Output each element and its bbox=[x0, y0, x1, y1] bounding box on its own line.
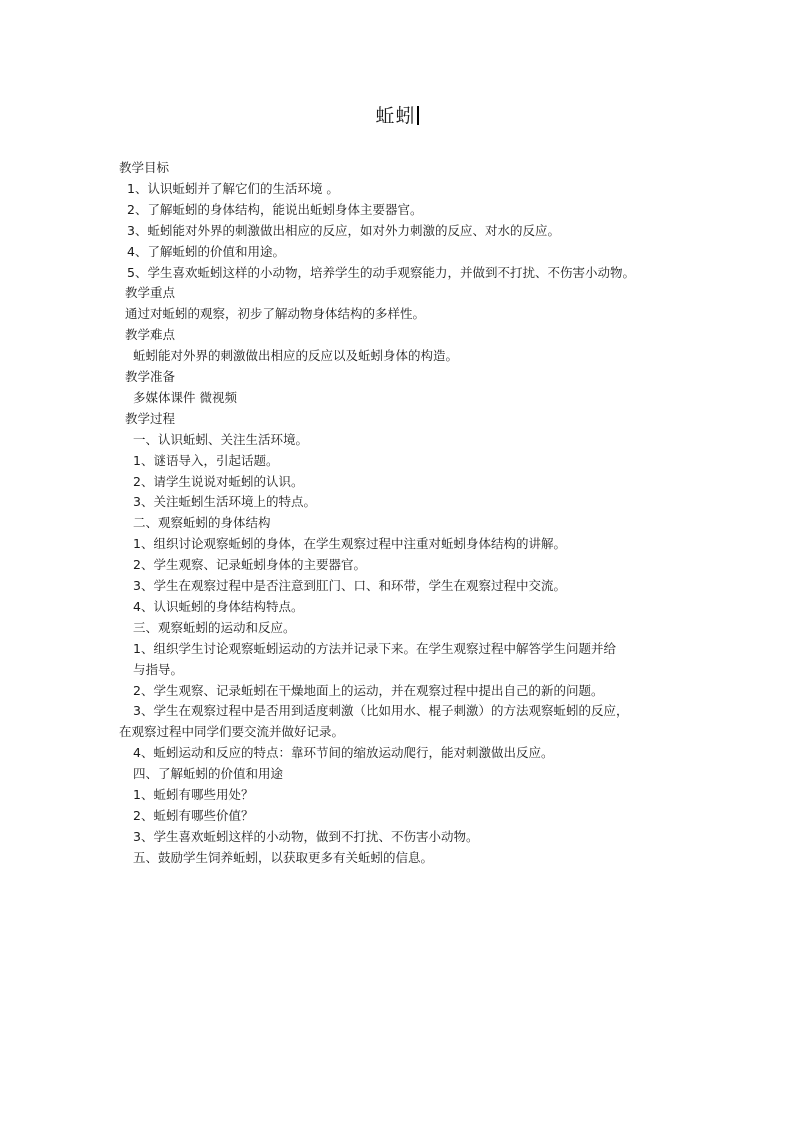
document-line: 蚯蚓能对外界的刺激做出相应的反应以及蚯蚓身体的构造。 bbox=[133, 348, 459, 364]
document-line: 教学重点 bbox=[125, 285, 176, 301]
document-line: 与指导。 bbox=[133, 661, 184, 677]
title-text: 蚯蚓 bbox=[375, 105, 416, 127]
document-line: 2、了解蚯蚓的身体结构，能说出蚯蚓身体主要器官。 bbox=[127, 201, 423, 217]
document-line: 1、组织学生讨论观察蚯蚓运动的方法并记录下来。在学生观察过程中解答学生问题并给 bbox=[133, 640, 616, 656]
document-line: 1、谜语导入，引起话题。 bbox=[133, 452, 279, 468]
text-cursor bbox=[417, 106, 419, 125]
document-line: 1、组织讨论观察蚯蚓的身体，在学生观察过程中注重对蚯蚓身体结构的讲解。 bbox=[133, 536, 566, 552]
document-line: 教学过程 bbox=[125, 410, 176, 426]
document-line: 3、关注蚯蚓生活环境上的特点。 bbox=[133, 494, 316, 510]
document-line: 3、学生在观察过程中是否注意到肛门、口、和环带，学生在观察过程中交流。 bbox=[133, 578, 566, 593]
document-line: 通过对蚯蚓的观察，初步了解动物身体结构的多样性。 bbox=[125, 306, 426, 322]
document-line: 2、学生观察、记录蚯蚓在干燥地面上的运动，并在观察过程中提出自己的新的问题。 bbox=[133, 682, 604, 698]
document-line: 3、学生在观察过程中是否用到适度刺激（比如用水、棍子刺激）的方法观察蚯蚓的反应， bbox=[133, 703, 629, 719]
document-line: 多媒体课件 微视频 bbox=[133, 389, 237, 405]
document-line: 教学准备 bbox=[125, 369, 176, 384]
document-line: 一、认识蚯蚓、关注生活环境。 bbox=[133, 431, 309, 447]
document-line: 在观察过程中同学们要交流并做好记录。 bbox=[119, 724, 345, 740]
document-line: 4、蚯蚓运动和反应的特点：靠环节间的缩放运动爬行，能对刺激做出反应。 bbox=[133, 745, 554, 761]
document-line: 2、请学生说说对蚯蚓的认识。 bbox=[133, 473, 304, 489]
document-line: 3、学生喜欢蚯蚓这样的小动物，做到不打扰、不伤害小动物。 bbox=[133, 828, 479, 844]
page-title bbox=[0, 103, 794, 129]
document-line: 1、蚯蚓有哪些用处？ bbox=[133, 787, 254, 802]
document-line: 教学难点 bbox=[125, 327, 176, 343]
document-line: 三、观察蚯蚓的运动和反应。 bbox=[133, 619, 296, 635]
document-line: 4、认识蚯蚓的身体结构特点。 bbox=[133, 598, 304, 614]
document-line: 2、学生观察、记录蚯蚓身体的主要器官。 bbox=[133, 557, 366, 573]
document-line: 教学目标 bbox=[119, 160, 170, 175]
document-line: 4、了解蚯蚓的价值和用途。 bbox=[127, 243, 285, 259]
document-line: 1、认识蚯蚓并了解它们的生活环境 。 bbox=[127, 180, 339, 196]
document-line: 2、蚯蚓有哪些价值？ bbox=[133, 807, 254, 823]
document-line: 二、观察蚯蚓的身体结构 bbox=[133, 515, 271, 531]
document-line: 五、鼓励学生饲养蚯蚓，以获取更多有关蚯蚓的信息。 bbox=[133, 849, 434, 865]
document-line: 3、蚯蚓能对外界的刺激做出相应的反应，如对外力刺激的反应、对水的反应。 bbox=[127, 222, 560, 238]
document-line: 四、了解蚯蚓的价值和用途 bbox=[133, 766, 284, 782]
document-line: 5、学生喜欢蚯蚓这样的小动物，培养学生的动手观察能力，并做到不打扰、不伤害小动物。 bbox=[127, 264, 635, 280]
